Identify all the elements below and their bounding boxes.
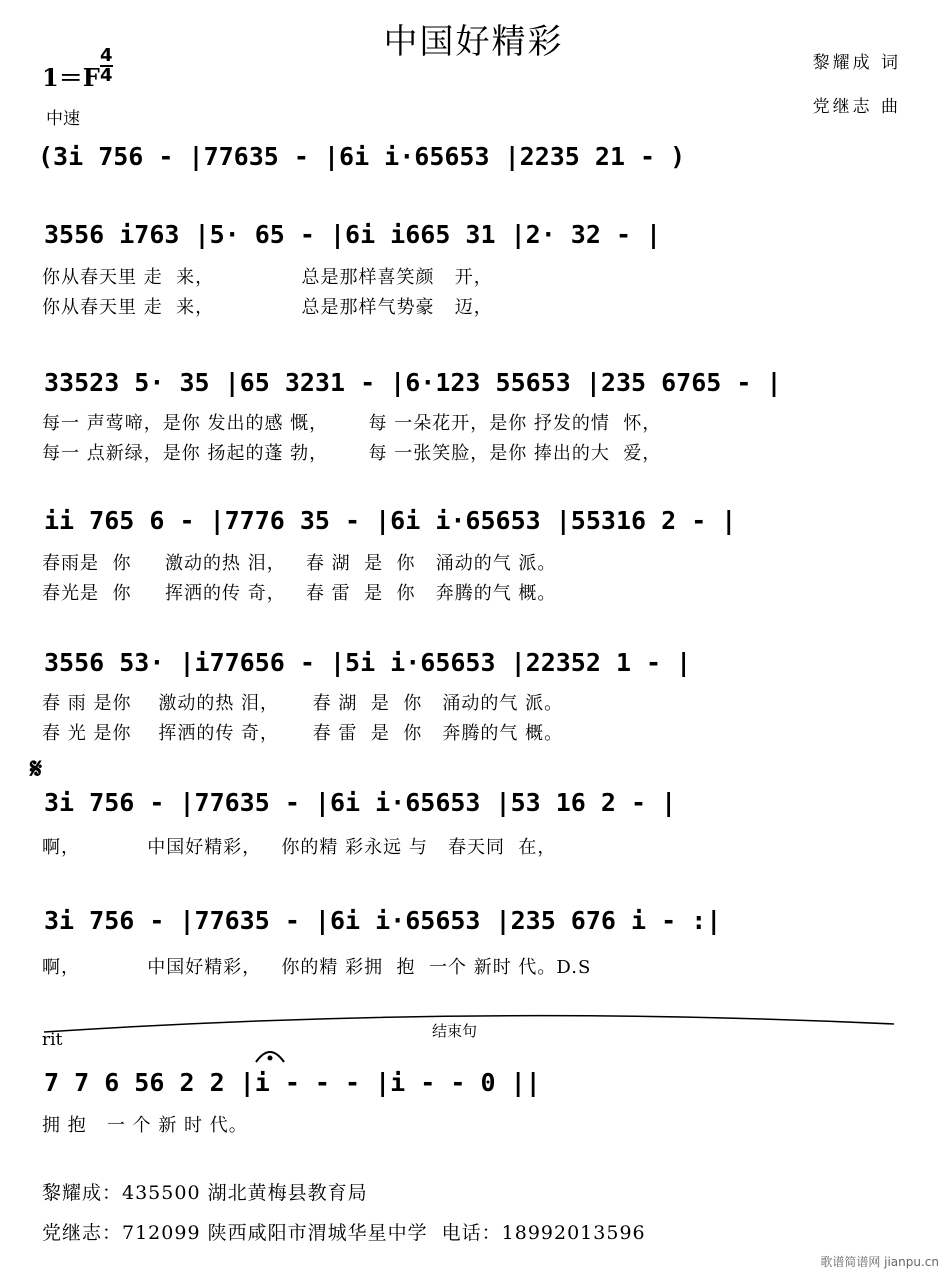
system-7-notes: 3i 756 - |77635 - |6i i·65653 |235 676 i - :| bbox=[44, 906, 722, 935]
lyricist-credit: 黎耀成 词 bbox=[812, 53, 901, 73]
rit-marking: rit bbox=[42, 1030, 63, 1050]
system-1-notes: (3i 756 - |77635 - |6i i·65653 |2235 21 - ) bbox=[38, 142, 686, 171]
system-6-lyrics: 啊， 中国好精彩， 你的精 彩永远 与 春天同 在， bbox=[42, 837, 557, 858]
system-5-lyrics-verse1: 春 雨 是你 激动的热 泪， 春 湖 是 你 涌动的气 派。 bbox=[42, 693, 564, 714]
time-sig-bottom: 4 bbox=[100, 65, 113, 86]
key-signature: 1＝F bbox=[42, 63, 100, 92]
system-2-notes: 3556 i763 |5· 65 - |6i i665 31 |2· 32 - | bbox=[44, 220, 662, 249]
system-3-notes: 33523 5· 35 |65 3231 - |6·123 55653 |235 6765 - | bbox=[44, 368, 782, 397]
system-4-lyrics-verse2: 春光是 你 挥洒的传 奇， 春 雷 是 你 奔腾的气 概。 bbox=[42, 583, 557, 604]
contact-lyricist: 黎耀成：435500 湖北黄梅县教育局 bbox=[42, 1182, 368, 1204]
system-8-notes: 7 7 6 56 2 2 |i - - - |i - - 0 || bbox=[44, 1068, 541, 1097]
segno-sign: 𝄋 bbox=[30, 752, 43, 785]
site-watermark: 歌谱简谱网 jianpu.cn bbox=[820, 1255, 939, 1269]
system-4-lyrics-verse1: 春雨是 你 激动的热 泪， 春 湖 是 你 涌动的气 派。 bbox=[42, 553, 557, 574]
system-2-lyrics-verse2: 你从春天里 走 来， 总是那样气势豪 迈， bbox=[42, 297, 493, 318]
fermata-icon bbox=[252, 1040, 292, 1070]
system-3-lyrics-verse1: 每一 声莺啼，是你 发出的感 慨， 每 一朵花开，是你 抒发的情 怀， bbox=[42, 413, 662, 434]
ending-label: 结束句 bbox=[432, 1022, 478, 1040]
system-5-lyrics-verse2: 春 光 是你 挥洒的传 奇， 春 雷 是 你 奔腾的气 概。 bbox=[42, 723, 564, 744]
tempo-marking: 中速 bbox=[46, 109, 80, 129]
contact-composer: 党继志：712099 陕西咸阳市渭城华星中学 电话：18992013596 bbox=[42, 1222, 646, 1244]
system-6-notes: 3i 756 - |77635 - |6i i·65653 |53 16 2 - | bbox=[44, 788, 677, 817]
system-5-notes: 3556 53· |i77656 - |5i i·65653 |22352 1 - | bbox=[44, 648, 692, 677]
song-title: 中国好精彩 bbox=[383, 22, 564, 62]
system-4-notes: ii 765 6 - |7776 35 - |6i i·65653 |55316 2 - | bbox=[44, 506, 737, 535]
system-7-lyrics: 啊， 中国好精彩， 你的精 彩拥 抱 一个 新时 代。D.S bbox=[42, 957, 592, 978]
time-signature bbox=[100, 47, 113, 85]
composer-credit: 党继志 曲 bbox=[812, 97, 901, 117]
system-3-lyrics-verse2: 每一 点新绿，是你 扬起的蓬 勃， 每 一张笑脸，是你 捧出的大 爱， bbox=[42, 443, 662, 464]
time-sig-top: 4 bbox=[100, 45, 113, 66]
system-2-lyrics-verse1: 你从春天里 走 来， 总是那样喜笑颜 开， bbox=[42, 267, 493, 288]
system-8-lyrics: 拥 抱 一 个 新 时 代。 bbox=[42, 1115, 248, 1136]
